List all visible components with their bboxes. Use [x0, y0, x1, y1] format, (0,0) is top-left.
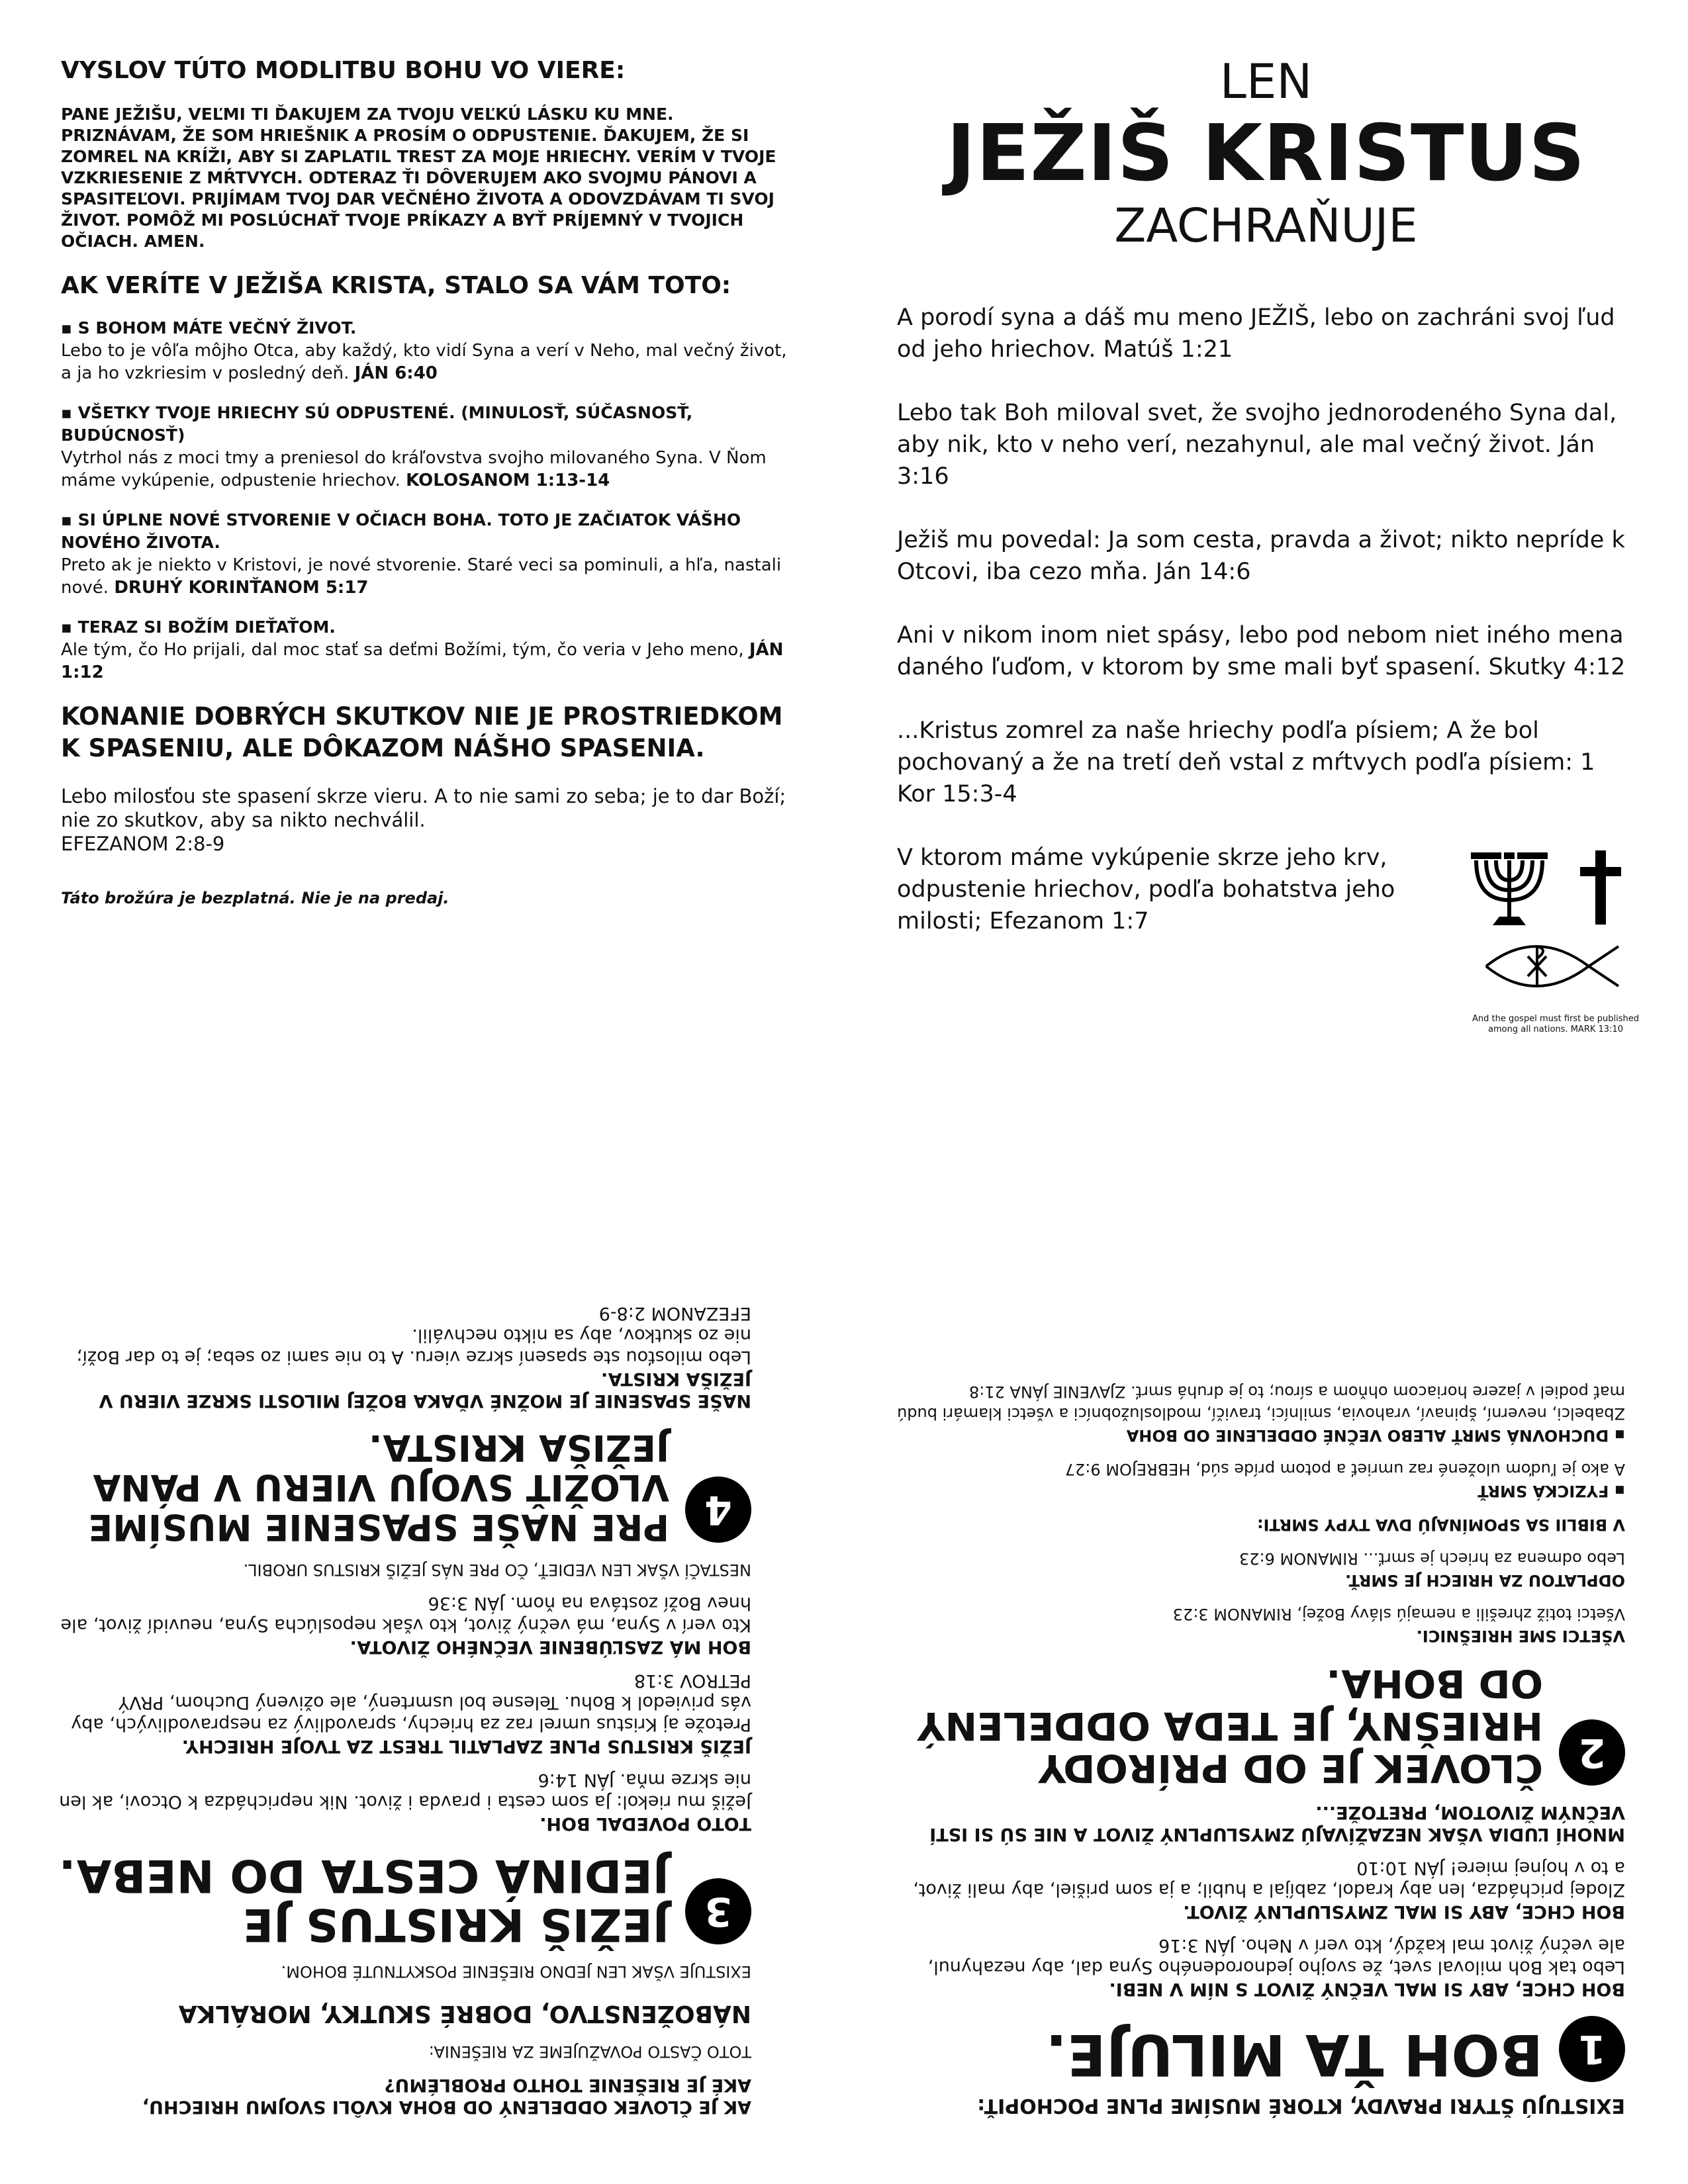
problem-heading: AKÉ JE RIEŠENIE TOHTO PROBLÉMU?	[384, 2075, 751, 2095]
verse: V ktorom máme vykúpenie skrze jeho krv, odpustenie hriechov, podľa bohatstva jeho milosti; Efezanom 1:7	[897, 844, 1395, 934]
prayer-heading: VYSLOV TÚTO MODLITBU BOHU VO VIERE:	[61, 57, 626, 84]
step-title: PRE NAŠE SPASENIE MUSÍME VLOŽIŤ SVOJU VIERU V PÁNA JEŽIŠA KRISTA.	[88, 1427, 669, 1548]
verse: ...Kristus zomrel za naše hriechy podľa písiem; A že bol pochovaný a že na tretí deň vstal z mŕtvych podľa písiem: 1 Kor 15:3-4	[897, 717, 1595, 807]
step-paragraph	[897, 1857, 1625, 1923]
step-paragraph-ref: EFEZANOM 2:8-9	[598, 1303, 751, 1324]
false-solutions: NÁBOŽENSTVO, DOBRÉ SKUTKY, MORÁLKA	[178, 2000, 751, 2027]
menorah-cross-fish-icon	[1463, 847, 1648, 999]
credit	[1463, 1014, 1648, 1035]
step-note: NESTAČÍ VŠAK LEN VEDIEŤ, ČO PRE NÁS JEŽIŠ KRISTUS UROBIL.	[243, 1561, 751, 1579]
solutions-intro: TOTO ČASTO POVAŽUJEME ZA RIEŠENIA:	[428, 2042, 751, 2061]
step-paragraph	[897, 1934, 1625, 2000]
step-paragraph	[53, 1769, 751, 1835]
verse: Lebo tak Boh miloval svet, že svojho jednorodeného Syna dal, aby nik, kto v neho verí, nezahynul, ale mal večný život. Ján 3:16	[897, 400, 1617, 490]
symbols-group	[1463, 847, 1648, 1035]
step-paragraph-head: JEŽIŠ KRISTUS PLNE ZAPLATIL TREST ZA TVOJE HRIECHY.	[181, 1736, 751, 1756]
step-number: 4	[685, 1477, 751, 1543]
step-paragraph	[897, 1514, 1625, 1535]
benefit-ref: KOLOSANOM 1:13-14	[406, 471, 610, 490]
step-4	[53, 1428, 751, 1547]
step-paragraph	[897, 1603, 1625, 1647]
verse: Ani v nikom inom niet spásy, lebo pod nebom niet iného mena daného ľuďom, v ktorom by sme mali byť spasení. Skutky 4:12	[897, 622, 1626, 680]
step-paragraph-body: Všetci totiž zhrešili a nemajú slávy Božej, RIMANOM 3:23	[1172, 1605, 1625, 1623]
step-paragraph-head: MNOHÍ ĽUDIA VŠAK NEZAŽÍVAJÚ ZMYSLUPLNÝ ŽIVOT A NIE SÚ SI ISTÍ VEČNÝM ŽIVOTOM, PRETOŽE...	[929, 1802, 1625, 1844]
credit-line-1: And the gospel must first be published	[1472, 1014, 1639, 1024]
credit-line-2: among all nations. MARK 13:10	[1488, 1024, 1623, 1034]
benefit-head: ▪ TERAZ SI BOŽÍM DIEŤAŤOM.	[61, 617, 336, 637]
step-paragraph	[897, 1547, 1625, 1591]
step-paragraph-head: BOH CHCE, ABY SI MAL ZMYSLUPLNÝ ŽIVOT.	[1183, 1901, 1625, 1922]
benefit-body: Preto ak je niekto v Kristovi, je nové stvorenie. Staré veci sa pominuli, a hľa, nastali nové.	[61, 555, 782, 598]
step-paragraph-body: Kto verí v Syna, má večný život, kto však neposlúcha Syna, neuvidí život, ale hnev Boží zostáva na ňom. JÁN 3:36	[60, 1593, 751, 1635]
closing-verse	[61, 784, 791, 856]
good-works-heading: KONANIE DOBRÝCH SKUTKOV NIE JE PROSTRIEDKOM K SPASENIU, ALE DÔKAZOM NÁŠHO SPASENIA.	[61, 702, 783, 762]
step-paragraph-body: Zlodej prichádza, len aby kradol, zabíjal a hubil; a ja som prišiel, aby mali život, a to v hojnej miere! JÁN 10:10	[913, 1858, 1625, 1900]
believers-heading: AK VERÍTE V JEŽIŠA KRISTA, STALO SA VÁM TOTO:	[61, 272, 731, 299]
four-truths-intro: EXISTUJÚ ŠTYRI PRAVDY, KTORÉ MUSÍME PLNE POCHOPIŤ:	[977, 2094, 1625, 2117]
step-paragraph	[897, 1801, 1625, 1845]
step-paragraph-head: ▪ FYZICKÁ SMRŤ	[1477, 1482, 1625, 1500]
benefit-item	[61, 509, 791, 599]
step-paragraph-body: Pretože aj Kristus umrel raz za hriechy, spravodlivý za nespravodlivých, aby vás priviedol k Bohu. Telesne bol usmrtený, ale oživený Duchom, PRVÝ PETROV 3:18	[71, 1670, 751, 1735]
free-note: Táto brožúra je bezplatná. Nie je na predaj.	[61, 889, 449, 907]
step-title: JEŽIŠ KRISTUS JE JEDINÁ CESTA DO NEBA.	[58, 1849, 669, 1950]
prayer-panel	[0, 0, 844, 1092]
step-paragraph-head: TOTO POVEDAL BOH.	[539, 1813, 751, 1834]
step-paragraph	[53, 1302, 751, 1412]
step-paragraph	[53, 1670, 751, 1757]
step-paragraph-head: BOH MÁ ZASĽÚBENIE VEČNÉHO ŽIVOTA.	[350, 1637, 751, 1657]
step-paragraph-body: Lebo odmena za hriech je smrť... RIMANOM 6:23	[1239, 1549, 1625, 1568]
benefit-item	[61, 402, 791, 492]
step-paragraph-head: VŠETCI SME HRIEŠNICI.	[1416, 1627, 1625, 1645]
closing-text: Lebo milosťou ste spasení skrze vieru. A to nie sami zo seba; je to dar Boží; nie zo skutkov, aby sa nikto nechválil.	[61, 785, 786, 831]
one-solution-note: EXISTUJE VŠAK LEN JEDNO RIEŠENIE POSKYTNUTÉ BOHOM.	[281, 1962, 751, 1981]
benefit-item	[61, 616, 791, 684]
step-paragraph-head: V BIBLII SA SPOMÍNAJÚ DVA TYPY SMRTI:	[1256, 1516, 1625, 1534]
step-paragraph-body: Lebo milosťou ste spasení skrze vieru. A to nie sami zo seba; je to dar Boží; nie zo skutkov, aby sa nikto nechválil.	[76, 1325, 751, 1367]
step-paragraph-body: A ako je ľuďom uložené raz umrieť a potom príde súd, HEBREJOM 9:27	[1064, 1460, 1625, 1479]
step-title: ČLOVEK JE OD PRÍRODY HRIEŠNY, JE TEDA ODDELENÝ OD BOHA.	[917, 1661, 1543, 1791]
benefit-ref: JÁN 6:40	[354, 363, 438, 383]
benefit-body: Ale tým, čo Ho prijali, dal moc stať sa deťmi Božími, tým, čo veria v Jeho meno,	[61, 640, 744, 660]
step-paragraph	[897, 1381, 1625, 1446]
prayer-text: PANE JEŽIŠU, VEĽMI TI ĎAKUJEM ZA TVOJU VEĽKÚ LÁSKU KU MNE. PRIZNÁVAM, ŽE SOM HRIEŠNIK A PROSÍM O ODPUSTENIE. ĎAKUJEM, ŽE SI ZOMREL NA KRÍŽI, ABY SI ZAPLATIL TREST ZA MOJE HRIECHY. VERÍM V TVOJE VZKRIESENIE Z MŔTVYCH. ODTERAZ ŤI DÔVERUJEM AKO SVOJMU PÁNOVI A SPASITEĽOVI. PRIJÍMAM TVOJ DAR VEČNÉHO ŽIVOTA A ODOVZDÁVAM TI SVOJ ŽIVOT. POMÔŽ MI POSLÚCHAŤ TVOJE PRÍKAZY A BYŤ PRÍJEMNÝ V TVOJICH OČIACH. AMEN.	[61, 105, 776, 251]
benefit-head: ▪ S BOHOM MÁTE VEČNÝ ŽIVOT.	[61, 318, 357, 338]
benefit-ref: JÁN 1:12	[61, 640, 784, 682]
step-paragraph	[53, 1592, 751, 1658]
step-number: 3	[685, 1878, 751, 1944]
step-paragraph-head: ODPLATOU ZA HRIECH JE SMRŤ.	[1345, 1571, 1625, 1590]
benefit-head: ▪ VŠETKY TVOJE HRIECHY SÚ ODPUSTENÉ. (MINULOSŤ, SÚČASNOSŤ, BUDÚCNOSŤ)	[61, 403, 693, 445]
step-paragraph-body: Zbabelci, neverní, špinaví, vrahovia, smilníci, travičí, modloslužobníci a všetci klamári budú mať podiel v jazere horiacom ohňom a sírou; to je druhá smrť. ZJAVENIE JÁNA 21:8	[897, 1383, 1625, 1423]
step-paragraph-body: Ježiš mu riekol: Ja som cesta i pravda i život. Nik neprichádza k Otcovi, ak len nie skrze mňa. JÁN 14:6	[59, 1770, 751, 1812]
step-3	[53, 1850, 751, 1948]
problem-question: AK JE ČLOVEK ODDELENÝ OD BOHA KVÔLI SVOJMU HRIECHU,	[142, 2097, 751, 2117]
title-main: JEŽIŠ KRISTUS	[946, 107, 1586, 199]
verse: Ježiš mu povedal: Ja som cesta, pravda a život; nikto nepríde k Otcovi, iba cezo mňa. Ján 14:6	[897, 527, 1625, 585]
benefit-body: Vytrhol nás z moci tmy a preniesol do kráľovstva svojho milovaného Syna. V Ňom máme vykúpenie, odpustenie hriechov.	[61, 448, 767, 490]
step-paragraph-head: NAŠE SPASENIE JE MOŽNÉ VĎAKA BOŽEJ MILOSTI SKRZE VIERU V JEŽIŠA KRISTA.	[99, 1369, 751, 1411]
step-number: 2	[1559, 1719, 1625, 1786]
problem-intro	[53, 2074, 751, 2118]
closing-ref: EFEZANOM 2:8-9	[61, 833, 225, 855]
step-title: BOH ŤA MILUJE.	[1045, 2021, 1543, 2087]
title-sub: ZACHRAŇUJE	[1114, 199, 1418, 253]
step-paragraph-head: ▪ DUCHOVNÁ SMRŤ ALEBO VEČNÉ ODDELENIE OD BOHA	[1126, 1426, 1625, 1445]
steps-1-2-panel	[844, 1092, 1688, 2184]
step-1	[897, 2016, 1625, 2086]
steps-3-4-panel	[0, 1092, 844, 2184]
benefit-body: Lebo to je vôľa môjho Otca, aby každý, kto vidí Syna a verí v Neho, mal večný život, a ja ho vzkriesim v posledný deň.	[61, 341, 787, 383]
benefit-ref: DRUHÝ KORINŤANOM 5:17	[114, 578, 369, 598]
step-number: 1	[1559, 2016, 1625, 2082]
step-paragraph-body: Lebo tak Boh miloval svet, že svojho jednorodeného Syna dal, aby nezahynul, ale večný život mal každý, kto verí v Neho. JÁN 3:16	[927, 1935, 1625, 1978]
cover-panel	[844, 0, 1688, 1092]
benefit-item	[61, 317, 791, 385]
step-paragraph	[897, 1458, 1625, 1502]
step-paragraph-head: BOH CHCE, ABY SI MAL VEČNÝ ŽIVOT S NÍM V NEBI.	[1109, 1979, 1625, 1999]
step-2	[897, 1662, 1625, 1790]
benefit-head: ▪ SI ÚPLNE NOVÉ STVORENIE V OČIACH BOHA. TOTO JE ZAČIATOK VÁŠHO NOVÉHO ŽIVOTA.	[61, 510, 741, 552]
title-top: LEN	[1219, 54, 1313, 109]
verse: A porodí syna a dáš mu meno JEŽIŠ, lebo on zachráni svoj ľud od jeho hriechov. Matúš 1:21	[897, 304, 1615, 363]
